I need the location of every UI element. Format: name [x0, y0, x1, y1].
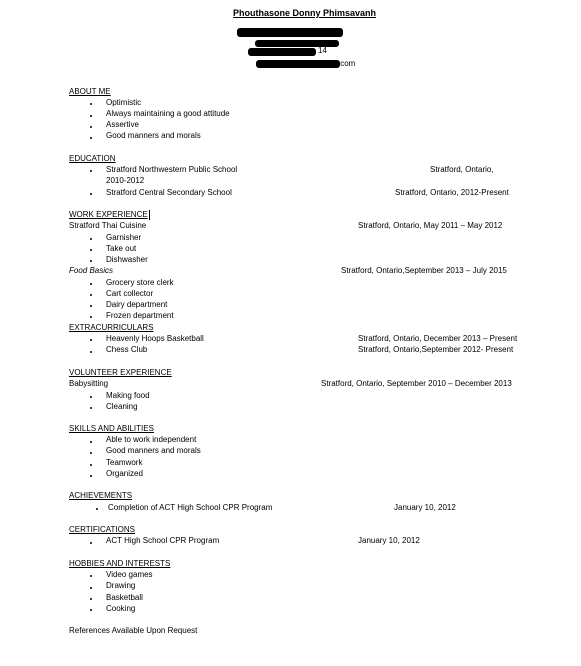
school-location: Stratford, Ontario,: [430, 165, 494, 174]
achievements-heading: ACHIEVEMENTS: [69, 491, 133, 500]
achievement-date: January 10, 2012: [394, 503, 456, 512]
bullet-icon: [90, 339, 92, 341]
bullet-icon: [90, 441, 92, 443]
hobby-item: Drawing: [106, 581, 136, 590]
activity-location: Stratford, Ontario,September 2012- Present: [358, 345, 514, 354]
volunteer-role: Babysitting: [69, 379, 109, 388]
extracurriculars-heading: EXTRACURRICULARS: [69, 323, 154, 332]
bullet-icon: [90, 598, 92, 600]
hobby-item: Basketball: [106, 593, 143, 602]
bullet-icon: [90, 294, 92, 296]
hobby-item: Cooking: [106, 604, 136, 613]
volunteer-location: Stratford, Ontario, September 2010 – December 2013: [321, 379, 512, 388]
activity-location: Stratford, Ontario, December 2013 – Present: [358, 334, 518, 343]
bullet-icon: [90, 396, 92, 398]
text-cursor: [149, 210, 150, 220]
bullet-icon: [90, 137, 92, 139]
employer-name: Stratford Thai Cuisine: [69, 221, 147, 230]
duty-item: Frozen department: [106, 311, 174, 320]
bullet-icon: [90, 115, 92, 117]
skill-item: Teamwork: [106, 458, 143, 467]
duty-item: Grocery store clerk: [106, 278, 174, 287]
employer-location: Stratford, Ontario,September 2013 – July 2015: [341, 266, 507, 275]
about-item: Optimistic: [106, 98, 142, 107]
bullet-icon: [90, 305, 92, 307]
bullet-icon: [90, 316, 92, 318]
work-heading: WORK EXPERIENCE: [69, 210, 148, 219]
employer-name: Food Basics: [69, 266, 114, 275]
duty-item: Dishwasher: [106, 255, 148, 264]
school-name: Stratford Central Secondary School: [106, 188, 232, 197]
hobby-item: Video games: [106, 570, 153, 579]
bullet-icon: [90, 452, 92, 454]
bullet-icon: [90, 260, 92, 262]
bullet-icon: [90, 103, 92, 105]
references-note: References Available Upon Request: [69, 626, 198, 635]
about-item: Always maintaining a good attitude: [106, 109, 230, 118]
bullet-icon: [90, 170, 92, 172]
skill-item: Good manners and morals: [106, 446, 201, 455]
resume-name: Phouthasone Donny Phimsavanh: [233, 8, 377, 18]
redacted-address-line-1: [237, 28, 343, 37]
education-heading: EDUCATION: [69, 154, 116, 163]
redacted-phone: [248, 48, 316, 56]
certification-date: January 10, 2012: [358, 536, 420, 545]
bullet-icon: [90, 575, 92, 577]
bullet-icon: [90, 193, 92, 195]
email-fragment: .com: [338, 59, 356, 68]
activity-name: Chess Club: [106, 345, 148, 354]
bullet-icon: [90, 249, 92, 251]
bullet-icon: [90, 475, 92, 477]
skill-item: Organized: [106, 469, 143, 478]
redacted-email: [256, 60, 340, 68]
certification-item: ACT High School CPR Program: [106, 536, 220, 545]
bullet-icon: [90, 283, 92, 285]
duty-item: Garnisher: [106, 233, 142, 242]
bullet-icon: [90, 351, 92, 353]
volunteer-heading: VOLUNTEER EXPERIENCE: [69, 368, 172, 377]
about-heading: ABOUT ME: [69, 87, 111, 96]
duty-item: Dairy department: [106, 300, 168, 309]
bullet-icon: [90, 126, 92, 128]
school-name: Stratford Northwestern Public School: [106, 165, 238, 174]
bullet-icon: [90, 238, 92, 240]
certifications-heading: CERTIFICATIONS: [69, 525, 135, 534]
duty-item: Cart collector: [106, 289, 154, 298]
phone-fragment: 14: [318, 46, 327, 55]
bullet-icon: [90, 609, 92, 611]
skill-item: Able to work independent: [106, 435, 197, 444]
skills-heading: SKILLS AND ABILITIES: [69, 424, 154, 433]
school-location: Stratford, Ontario, 2012-Present: [395, 188, 509, 197]
achievement-item: Completion of ACT High School CPR Program: [108, 503, 273, 512]
bullet-icon: [90, 542, 92, 544]
employer-location: Stratford, Ontario, May 2011 – May 2012: [358, 221, 503, 230]
duty-item: Take out: [106, 244, 137, 253]
volunteer-item: Cleaning: [106, 402, 138, 411]
school-dates: 2010-2012: [106, 176, 145, 185]
bullet-icon: [90, 587, 92, 589]
bullet-icon: [96, 508, 98, 510]
about-item: Assertive: [106, 120, 139, 129]
bullet-icon: [90, 407, 92, 409]
hobbies-heading: HOBBIES AND INTERESTS: [69, 559, 171, 568]
activity-name: Heavenly Hoops Basketball: [106, 334, 204, 343]
bullet-icon: [90, 464, 92, 466]
about-item: Good manners and morals: [106, 131, 201, 140]
volunteer-item: Making food: [106, 391, 150, 400]
